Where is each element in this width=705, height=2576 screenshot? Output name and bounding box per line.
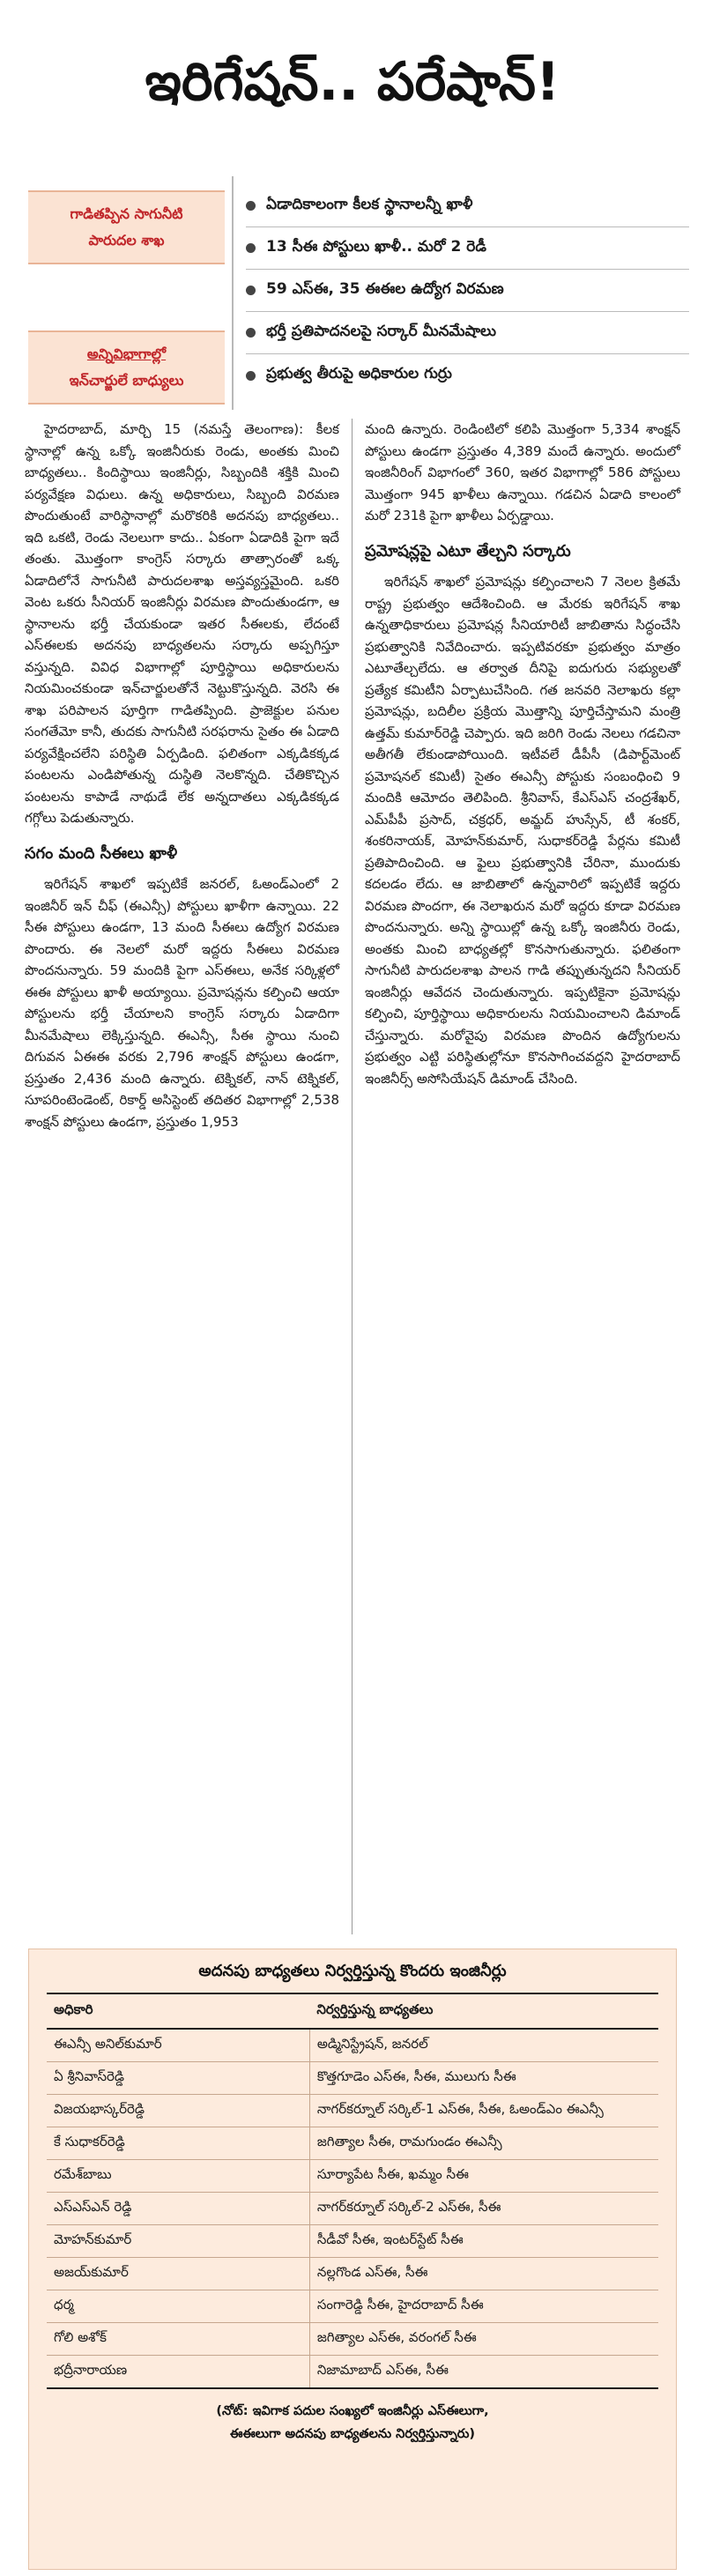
bullet-dot-icon — [246, 201, 256, 211]
officer-cell: గోలి అశోక్ — [47, 2323, 309, 2356]
duties-cell: నాగర్‌కర్నూల్ సర్కిల్-1 ఎస్‌ఈ, సీఈ, ఓఅండ్‌ఎం ఈఎన్సీ — [309, 2095, 658, 2127]
section-subhead: ప్రమోషన్లపై ఎటూ తేల్చని సర్కారు — [365, 541, 571, 560]
officer-cell: ధర్మ — [47, 2290, 309, 2323]
deck-bullet — [246, 185, 689, 227]
bullet-dot-icon — [246, 371, 256, 381]
duties-cell: జగిత్యాల ఎస్‌ఈ, వరంగల్ సీఈ — [309, 2323, 658, 2356]
table-row — [47, 2323, 658, 2356]
note-line: (నోట్: ఇవిగాక పదుల సంఖ్యలో ఇంజినీర్లు ఎస్‌ఈలుగా, — [216, 2404, 489, 2418]
article-paragraph: ఇరిగేషన్ శాఖలో ప్రమోషన్లు కల్పించాలని 7 నెలల క్రితమే రాష్ట్ర ప్రభుత్వం ఆదేశించింది. ఆ మేరకు ఇరిగేషన్ శాఖ ఉన్నతాధికారులు ప్రమోషన్ల సీనియారిటీ జాబితాను సిద్ధంచేసి ప్రభుత్వానికి నివేదించారు. ఇప్పటివరకూ ప్రభుత్వం మాత్రం ఎటూతేల్చలేదు. ఆ తర్వాత దీనిపై ఐదుగురు సభ్యులతో ప్రత్యేక కమిటీని ఏర్పాటుచేసింది. గత జనవరి నెలాఖరు కల్లా ప్రమోషన్లు, బదిలీల ప్రక్రియ మొత్తాన్ని పూర్తిచేస్తామని మంత్రి ఉత్తమ్ కుమార్‌రెడ్డి చెప్పారు. ఇది జరిగి రెండు నెలలు గడచినా అతీగతీ లేకుండాపోయింది. ఇటీవలే డీపీసీ (డిపార్ట్‌మెంట్ ప్రమోషనల్ కమిటీ) సైతం ఈఎన్సీ పోస్టుకు సంబంధించి 9 మందికి ఆమోదం తెలిపింది. శ్రీనివాస్, కేఎస్‌ఎస్ చంద్రశేఖర్, ఎమ్‌పీపీ ప్రసాద్, చక్రధర్, అమ్జద్ హుస్సేన్, టీ శంకర్, శంకరినాయక్, మోహన్‌కుమార్, సుధాకర్‌రెడ్డి పేర్లను కమిటీ ప్రతిపాదించింది. ఆ ఫైలు ప్రభుత్వానికి చేరినా, ముందుకు కదలడం లేదు. ఆ జాబితాలో ఉన్నవారిలో ఇప్పటికే ఇద్దరు విరమణ పొందగా, ఈ నెలాఖరున మరో ఇద్దరు కూడా విరమణ పొందనున్నారు. అన్ని స్థాయిల్లో ఉన్న ఒక్కో ఇంజినీరు రెండు, అంతకు మించి బాధ్యతల్లో కొనసాగుతున్నారు. ఫలితంగా సాగునీటి పారుదలశాఖ పాలన గాడి తప్పుతున్నదని సీనియర్ ఇంజినీర్లు ఆవేదన చెందుతున్నారు. ఇప్పటికైనా ప్రమోషన్లు కల్పించి, పూర్తిస్థాయి అధికారులను నియమించాలని డిమాండ్ చేస్తున్నారు. మరోవైపు విరమణ పొందిన ఉద్యోగులను ప్రభుత్వం ఎట్టి పరిస్థితుల్లోనూ కొనసాగించవద్దని హైదరాబాద్ ఇంజినీర్స్ అసోసియేషన్ డిమాండ్ చేసింది. — [365, 574, 680, 1087]
column-header-duties: నిర్వర్తిస్తున్న బాధ్యతలు — [309, 1993, 658, 2029]
article-body — [16, 419, 689, 1934]
table-row — [47, 2193, 658, 2225]
column-header-officer: అధికారి — [47, 1993, 309, 2029]
table-header-row — [47, 1993, 658, 2029]
duties-cell: కొత్తగూడెం ఎస్‌ఈ, సీఈ, ములుగు సీఈ — [309, 2062, 658, 2095]
officer-cell: ఈఎన్సీ అనిల్‌కుమార్ — [47, 2029, 309, 2062]
kicker-line: ఇన్‌చార్జులే బాధ్యులు — [69, 372, 184, 389]
deck-bullet — [246, 354, 689, 397]
officer-cell: రమేశ్‌బాబు — [47, 2160, 309, 2193]
article-column-left — [16, 419, 352, 1934]
table-row — [47, 2258, 658, 2290]
duties-cell: సీడీవో సీఈ, ఇంటర్‌స్టేట్ సీఈ — [309, 2225, 658, 2258]
deck-bullet-text: భర్తీ ప్రతిపాదనలపై సర్కార్ మీనమేషాలు — [266, 322, 496, 340]
duties-cell: నల్లగొండ ఎస్‌ఈ, సీఈ — [309, 2258, 658, 2290]
deck-bullet-text: ప్రభుత్వ తీరుపై అధికారుల గుర్రు — [266, 365, 452, 382]
article-paragraph: మంది ఉన్నారు. రెండింటిలో కలిపి మొత్తంగా 5,334 శాంక్షన్ పోస్టులు ఉండగా ప్రస్తుతం 4,389 మందే ఉన్నారు. అందులో ఇంజినీరింగ్ విభాగంలో 360, ఇతర విభాగాల్లో 586 పోస్టులు మొత్తంగా 945 ఖాళీలు ఉన్నాయి. గడచిన ఏడాది కాలంలో మరో 231కి పైగా ఖాళీలు ఏర్పడ్డాయి. — [365, 421, 680, 523]
table-note — [47, 2400, 658, 2446]
kicker-line: పారుదల శాఖ — [88, 232, 165, 249]
duties-cell: అడ్మినిస్ట్రేషన్, జనరల్ — [309, 2029, 658, 2062]
section-subhead: సగం మంది సీఈలు ఖాళీ — [25, 843, 178, 863]
officer-cell: మోహన్‌కుమార్ — [47, 2225, 309, 2258]
deck-bullet — [246, 227, 689, 270]
deck-bullet — [246, 312, 689, 354]
officer-cell: ఏ శ్రీనివాస్‌రెడ్డి — [47, 2062, 309, 2095]
headline: ఇరిగేషన్.. పరేషాన్! — [145, 51, 560, 113]
article-paragraph: ఇరిగేషన్ శాఖలో ఇప్పటికే జనరల్, ఓఅండ్‌ఎంలో 2 ఇంజినీర్ ఇన్ చీఫ్ (ఈఎన్సీ) పోస్టులు ఖాళీగా ఉన్నాయి. 22 సీఈ పోస్టులు ఉండగా, 13 మంది సీఈలు ఉద్యోగ విరమణ పొందారు. ఈ నెలలో మరో ఇద్దరు సీఈలు విరమణ పొందనున్నారు. 59 మందికి పైగా ఎస్‌ఈలు, అనేక సర్కిళ్లలో ఈఈ పోస్టులు ఖాళీ అయ్యాయి. ప్రమోషన్లను కల్పించి ఆయా పోస్టులను భర్తీ చేయాలని కాంగ్రెస్ సర్కారు ఏడాదిగా మీనమేషాలు లెక్కిస్తున్నది. ఈఎన్సీ, సీఈ స్థాయి నుంచి దిగువన ఏఈఈ వరకు 2,796 శాంక్షన్ పోస్టులు ఉండగా, ప్రస్తుతం 2,436 మంది ఉన్నారు. టెక్నికల్, నాన్ టెక్నికల్, సూపరింటెండెంట్, రికార్డ్ అసిస్టెంట్ తదితర విభాగాల్లో 2,538 శాంక్షన్ పోస్టులు ఉండగా, ప్రస్తుతం 1,953 — [25, 876, 339, 1130]
bullet-dot-icon — [246, 286, 256, 295]
duties-cell: సూర్యాపేట సీఈ, ఖమ్మం సీఈ — [309, 2160, 658, 2193]
deck-bullet-text: ఏడాదికాలంగా కీలక స్థానాలన్నీ ఖాళీ — [266, 195, 473, 213]
table-row — [47, 2029, 658, 2062]
officer-cell: అజయ్‌కుమార్ — [47, 2258, 309, 2290]
info-box-title: అదనపు బాధ్యతలు నిర్వర్తిస్తున్న కొందరు ఇంజినీర్లు — [198, 1962, 507, 1980]
table-row — [47, 2095, 658, 2127]
deck — [16, 176, 689, 410]
info-box — [28, 1949, 677, 2570]
table-row — [47, 2356, 658, 2389]
officer-cell: కే సుధాకర్‌రెడ్డి — [47, 2127, 309, 2160]
note-line: ఈఈలుగా అదనపు బాధ్యతలను నిర్వర్తిస్తున్నారు) — [229, 2427, 475, 2441]
officer-cell: భద్రీనారాయణ — [47, 2356, 309, 2389]
kicker-box-bottom — [28, 330, 225, 405]
deck-kickers — [16, 176, 232, 410]
table-row — [47, 2062, 658, 2095]
deck-bullets — [232, 176, 689, 410]
article-column-right — [352, 419, 689, 1934]
duties-table — [47, 1993, 658, 2389]
table-row — [47, 2127, 658, 2160]
kicker-box-top — [28, 190, 225, 264]
bullet-dot-icon — [246, 243, 256, 253]
officer-cell: ఎస్‌ఎస్‌ఎన్ రెడ్డి — [47, 2193, 309, 2225]
duties-cell: నాగర్‌కర్నూల్ సర్కిల్-2 ఎస్‌ఈ, సీఈ — [309, 2193, 658, 2225]
duties-cell: నిజామాబాద్ ఎస్‌ఈ, సీఈ — [309, 2356, 658, 2389]
deck-bullet-text: 59 ఎస్‌ఈ, 35 ఈఈల ఉద్యోగ విరమణ — [266, 279, 504, 298]
table-row — [47, 2290, 658, 2323]
bullet-dot-icon — [246, 328, 256, 338]
kicker-line: గాడితప్పిన సాగునీటి — [70, 205, 183, 222]
kicker-line: అన్నివిభాగాల్లో — [86, 345, 167, 362]
duties-cell: సంగారెడ్డి సీఈ, హైదరాబాద్ సీఈ — [309, 2290, 658, 2323]
deck-bullet — [246, 270, 689, 312]
article-paragraph: హైదరాబాద్, మార్చి 15 (నమస్తే తెలంగాణ): కీలక స్థానాల్లో ఉన్న ఒక్కో ఇంజినీరుకు రెండు, అంతకు మించి బాధ్యతలు.. కిందిస్థాయి ఇంజినీర్లు, సిబ్బందికి శక్తికి మించి పర్యవేక్షణ విధులు. ఉన్న అధికారులు, సిబ్బంది విరమణ పొందుతుంటే వారిస్థానాల్లో మరొకరికి అదనపు బాధ్యతలు.. ఇది ఒకటి, రెండు నెలలుగా కాదు.. ఏకంగా ఏడాదికి పైగా ఇదే తంతు. మొత్తంగా కాంగ్రెస్ సర్కారు తాత్సారంతో ఒక్క ఏడాదిలోనే సాగునీటి పారుదలశాఖ అస్తవ్యస్తమైంది. ఒకరి వెంట ఒకరు సీనియర్ ఇంజినీర్లు విరమణ పొందుతుండగా, ఆ స్థానాలను భర్తీ చేయకుండా ఇతర సీఈలకు, లేదంటే ఎస్‌ఈలకు అదనపు బాధ్యతలను సర్కారు అప్పగిస్తూ వస్తున్నది. వివిధ విభాగాల్లో పూర్తిస్థాయి అధికారులను నియమించకుండా ఇన్‌చార్జులతోనే నెట్టుకొస్తున్నది. వెరసి ఈ శాఖ పరిపాలన పూర్తిగా గాడితప్పింది. ప్రాజెక్టుల పనుల సంగతేమో కానీ, తుదకు సాగునీటి సరఫరాను సైతం ఈ ఏడాది పర్యవేక్షించలేని పరిస్థితి ఏర్పడింది. ఫలితంగా ఎక్కడికక్కడ పంటలను ఎండిపోతున్న దుస్థితి నెలకొన్నది. చేతికొచ్చిన పంటలను కాపాడే నాథుడే లేక అన్నదాతలు ఎక్కడికక్కడ గగ్గోలు పెడుతున్నారు. — [25, 421, 339, 826]
officer-cell: విజయభాస్కర్‌రెడ్డి — [47, 2095, 309, 2127]
table-row — [47, 2160, 658, 2193]
duties-cell: జగిత్యాల సీఈ, రామగుండం ఈఎన్సీ — [309, 2127, 658, 2160]
table-row — [47, 2225, 658, 2258]
deck-bullet-text: 13 సీఈ పోస్టులు ఖాళీ.. మరో 2 రెడీ — [266, 237, 486, 256]
